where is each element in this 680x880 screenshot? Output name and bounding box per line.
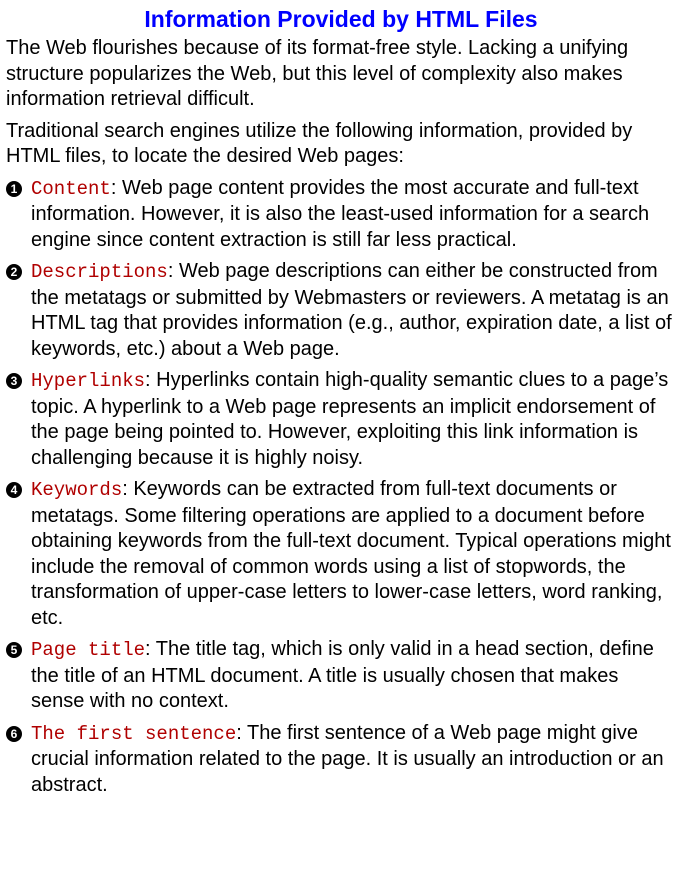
number-3-bullet-icon: 3	[6, 373, 22, 389]
item-term: Hyperlinks	[31, 370, 146, 392]
page-title: Information Provided by HTML Files	[144, 6, 538, 32]
list-item-page-title	[6, 637, 676, 715]
list-item-hyperlinks	[6, 368, 676, 471]
list-item-content	[6, 176, 676, 254]
item-term: Keywords	[31, 479, 123, 501]
search-engines-paragraph: Traditional search engines utilize the following information, provided by HTML files, to locate the desired Web pages:	[6, 119, 633, 167]
number-4-bullet-icon: 4	[6, 482, 22, 498]
item-text: : Web page content provides the most accurate and full-text information. However, it is also the least-used information for a search engine since content extraction is still far less practical.	[31, 176, 650, 251]
list-item-keywords	[6, 477, 676, 631]
list-item-descriptions	[6, 259, 676, 362]
item-text: : Web page descriptions can either be constructed from the metatags or submitted by Webmasters or reviewers. A metatag is an HTML tag that provides information (e.g., author, expiration date, a list of keywords, etc.) about a Web page.	[31, 260, 672, 360]
number-1-bullet-icon: 1	[6, 181, 22, 197]
item-term: The first sentence	[31, 722, 237, 745]
item-text: : The title tag, which is only valid in a head section, define the title of an HTML document. A title is usually chosen that makes sense with no context.	[31, 638, 654, 712]
number-5-bullet-icon: 5	[6, 642, 22, 658]
number-2-bullet-icon: 2	[6, 264, 22, 280]
item-term: Page title	[31, 639, 146, 661]
document-page	[6, 4, 676, 804]
item-text: : Hyperlinks contain high-quality semantic clues to a page’s topic. A hyperlink to a Web page represents an implicit endorsement of the page being pointed to. However, exploiting this link information is challenging because it is highly noisy.	[31, 369, 669, 469]
list-item-first-sentence	[6, 721, 676, 799]
item-text: : Keywords can be extracted from full-text documents or metatags. Some filtering operations are applied to a document before obtaining keywords from the full-text document. Typical operations might include the removal of common words using a list of stopwords, the transformation of upper-case letters to lower-case letters, word ranking, etc.	[31, 478, 671, 629]
number-6-bullet-icon: 6	[6, 726, 22, 742]
item-text: : The first sentence of a Web page might give crucial information related to the page. It is usually an introduction or an abstract.	[31, 721, 664, 796]
item-term: Descriptions	[31, 261, 168, 283]
intro-paragraph: The Web flourishes because of its format-free style. Lacking a unifying structure popularizes the Web, but this level of complexity also makes information retrieval difficult.	[6, 37, 629, 110]
item-term: Content	[31, 177, 111, 200]
